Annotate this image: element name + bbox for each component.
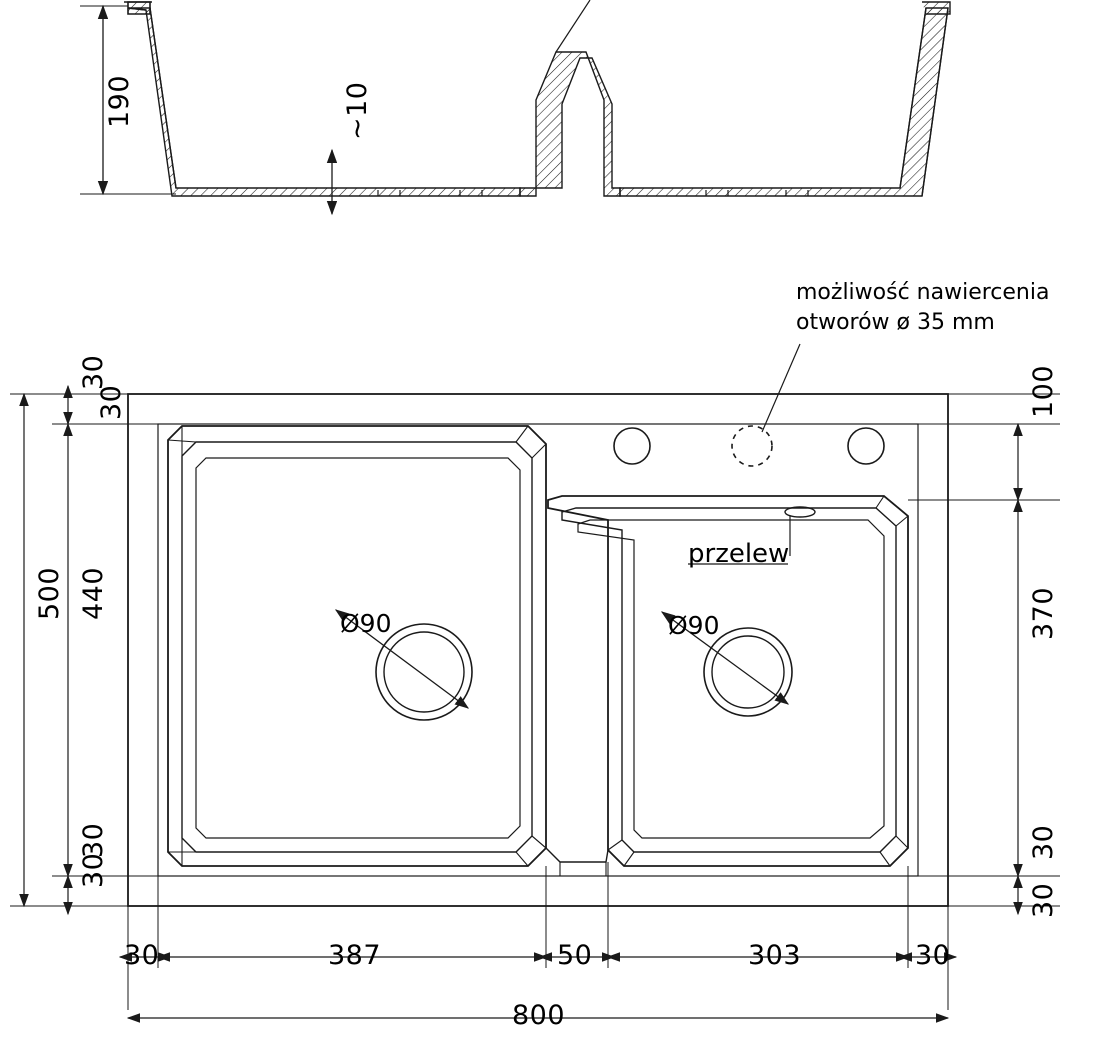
inner-height-label: 440 (78, 566, 109, 620)
margin-bottom-label: 30 (78, 822, 109, 858)
margin-bottom-2-label: 30 (78, 852, 109, 888)
right-drain-diameter-label: Ø90 (668, 611, 720, 640)
right-margin-bottom-label: 30 (1028, 824, 1059, 860)
section-thickness-label: ~10 (342, 81, 373, 140)
overall-width-label: 800 (512, 1000, 566, 1031)
right-bowl-width-label: 303 (748, 940, 802, 971)
right-top-offset-label: 100 (1028, 364, 1059, 418)
divider-width-label: 50 (557, 940, 593, 971)
overall-height-label: 500 (34, 566, 65, 620)
margin-left-label: 30 (124, 940, 160, 971)
section-view (80, 0, 950, 214)
left-drain-diameter-label: Ø90 (340, 609, 392, 638)
plan-view (128, 344, 948, 906)
margin-right-label: 30 (915, 940, 951, 971)
bottom-dimensions (120, 862, 956, 1018)
tap-hole-note-line2: otworów ø 35 mm (796, 310, 995, 335)
section-depth-label: 190 (104, 74, 135, 128)
tap-hole-note-line1: możliwość nawiercenia (796, 280, 1050, 305)
right-margin-bottom-2-label: 30 (1028, 882, 1059, 918)
margin-top-label: 30 (78, 354, 109, 390)
left-bowl-width-label: 387 (328, 940, 382, 971)
margin-top-2-label: 30 (96, 384, 127, 420)
right-bowl-height-label: 370 (1028, 586, 1059, 640)
overflow-label: przelew (688, 539, 790, 569)
